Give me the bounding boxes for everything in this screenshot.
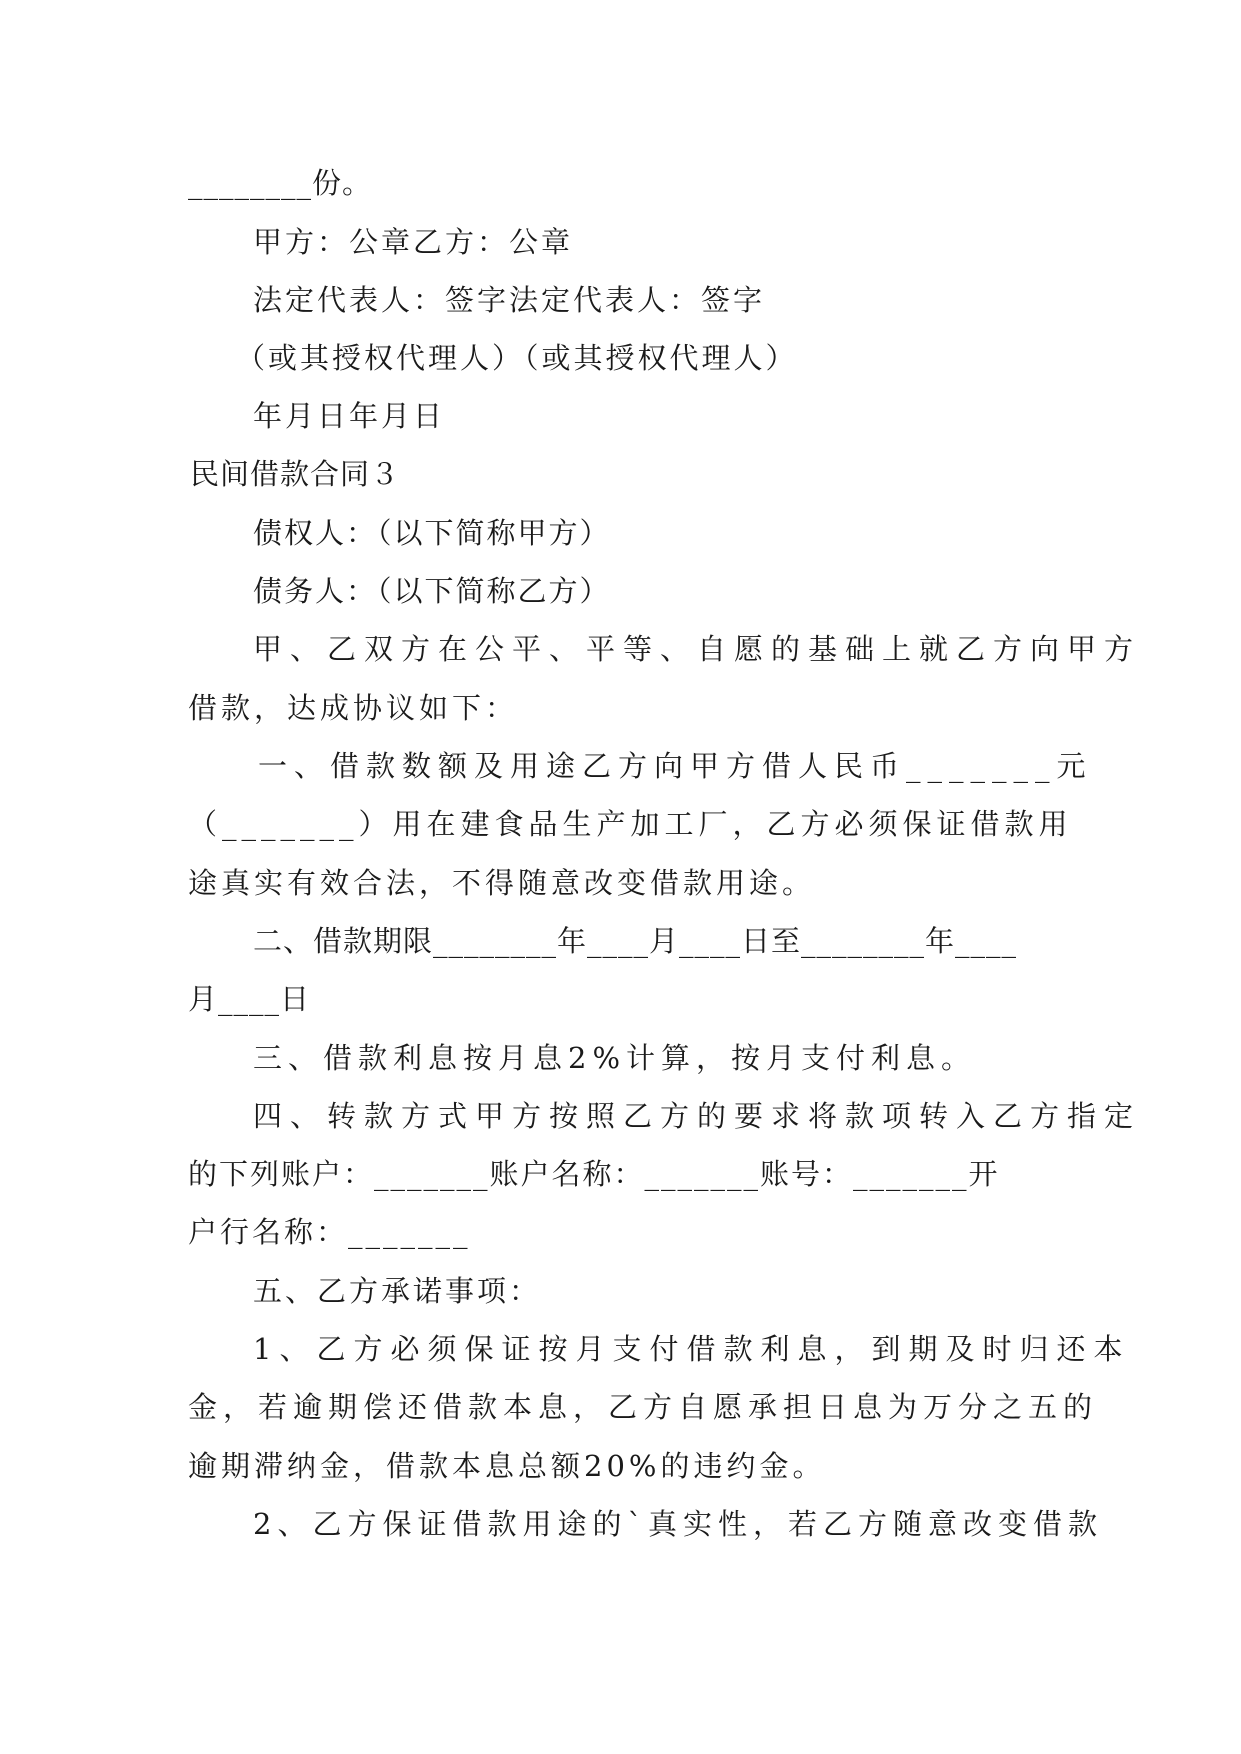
preamble-paragraph-line-2: 借款，达成协议如下： [188, 691, 519, 725]
clause-2-line-2: 月____日 [188, 982, 311, 1016]
clause-4-line-2: 的下列账户：_______账户名称：_______账号：_______开 [188, 1157, 1000, 1191]
clause-1-line-2: （_______）用在建食品生产加工厂，乙方必须保证借款用 [188, 807, 1073, 841]
debtor-line: 债务人：（以下简称乙方） [253, 574, 611, 608]
clause-1-line-3: 途真实有效合法，不得随意改变借款用途。 [188, 866, 816, 900]
party-seal-line: 甲方：公章乙方：公章 [253, 225, 574, 259]
clause-4-line-1: 四、转款方式甲方按照乙方的要求将款项转入乙方指定 [253, 1099, 1142, 1133]
legal-rep-signature-line: 法定代表人：签字法定代表人：签字 [253, 283, 766, 317]
blank-copies-line: ________份。 [188, 166, 373, 200]
clause-4-line-3: 户行名称：_______ [188, 1215, 471, 1249]
authorized-agent-line: （或其授权代理人）（或其授权代理人） [236, 341, 798, 375]
preamble-paragraph-line-1: 甲、乙双方在公平、平等、自愿的基础上就乙方向甲方 [253, 632, 1142, 666]
clause-5-item-1-line-3: 逾期滞纳金，借款本息总额20%的违约金。 [188, 1449, 826, 1483]
clause-3-line: 三、借款利息按月息2%计算，按月支付利息。 [253, 1041, 977, 1075]
contract-title: 民间借款合同３ [190, 457, 401, 491]
clause-5-item-2-line-1: 2、乙方保证借款用途的`真实性，若乙方随意改变借款 [253, 1507, 1103, 1541]
clause-5-heading: 五、乙方承诺事项： [253, 1274, 542, 1308]
clause-2-line-1: 二、借款期限________年____月____日至________年____ [253, 924, 1018, 958]
date-line: 年月日年月日 [253, 399, 446, 433]
clause-1-line-1: 一、借款数额及用途乙方向甲方借人民币_______元 [258, 749, 1093, 783]
creditor-line: 债权人：（以下简称甲方） [253, 516, 611, 550]
clause-5-item-1-line-2: 金，若逾期偿还借款本息，乙方自愿承担日息为万分之五的 [188, 1390, 1099, 1424]
clause-5-item-1-line-1: 1、乙方必须保证按月支付借款利息，到期及时归还本 [253, 1332, 1131, 1366]
